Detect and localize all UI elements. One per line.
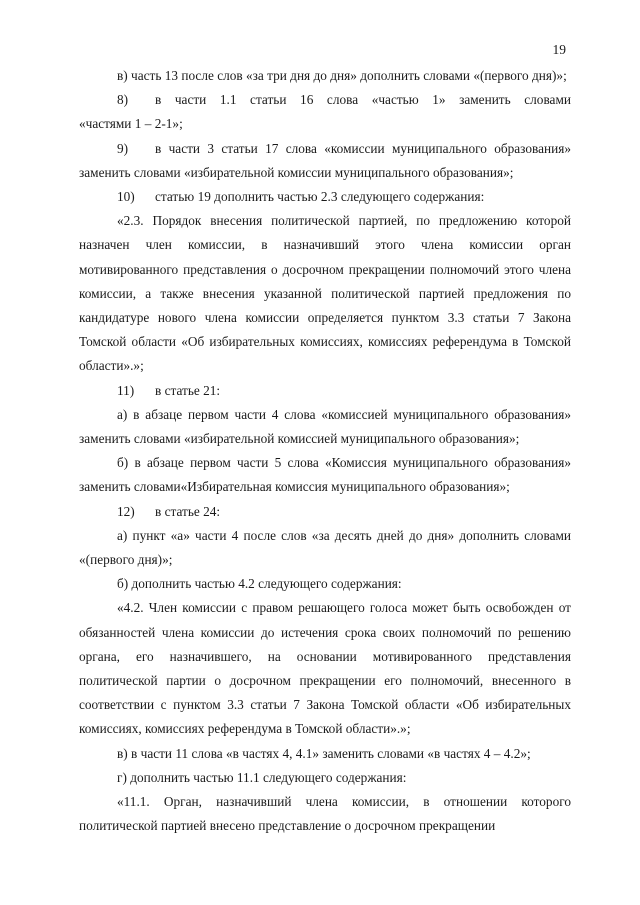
item-number: 8)	[117, 92, 129, 108]
item-text: в статье 24:	[155, 503, 221, 519]
document-body	[79, 64, 571, 839]
item-number: 12)	[117, 503, 135, 519]
page-number: 19	[552, 42, 566, 57]
item-text: статью 19 дополнить частью 2.3 следующего содержания:	[155, 189, 485, 205]
item-text: в части 3 статьи 17 слова «комиссии муниципального образования»	[155, 140, 571, 156]
paragraph: г) дополнить частью 11.1 следующего содержания:	[117, 769, 407, 785]
paragraph: а) пункт «а» части 4 после слов «за десять дней до дня» дополнить словами «(первого дня)»;	[79, 527, 571, 568]
paragraph: б) в абзаце первом части 5 слова «Комиссия муниципального образования» заменить словами«Избирательная комиссия муниципального образования»;	[79, 455, 571, 495]
item-text: в статье 21:	[155, 382, 221, 398]
item-text-continuation: заменить словами «избирательной комиссии муниципального образования»;	[79, 164, 514, 180]
item-number: 10)	[117, 189, 135, 205]
list-item-8	[79, 88, 571, 136]
item-text-continuation: «частями 1 – 2-1»;	[79, 116, 183, 132]
item-text: в части 1.1 статьи 16 слова «частью 1» заменить словами	[155, 92, 571, 108]
paragraph: «11.1. Орган, назначивший члена комиссии, в отношении которого политической партией внесено представление о досрочном прекращении	[79, 794, 571, 834]
paragraph: «4.2. Член комиссии с правом решающего голоса может быть освобожден от обязанностей члена комиссии до истечения срока своих полномочий по решению органа, его назначившего, на основании мотивированного представления политической партии о досрочном прекращении его полномочий, внесенного в соответствии с пунктом 3.3 статьи 7 Закона Томской области «Об избирательных комиссиях, комиссиях референдума в Томской области».»;	[79, 600, 571, 737]
paragraph: в) часть 13 после слов «за три дня до дня» дополнить словами «(первого дня)»;	[117, 68, 567, 83]
item-number: 9)	[117, 140, 129, 156]
paragraph: б) дополнить частью 4.2 следующего содержания:	[117, 576, 402, 592]
paragraph: а) в абзаце первом части 4 слова «комиссией муниципального образования» заменить словами «избирательной комиссией муниципального образования»;	[79, 406, 571, 447]
paragraph: «2.3. Порядок внесения политической партией, по предложению которой назначен член комиссии, в назначивший этого члена комиссии орган мотивированного представления о досрочном прекращении полномочий этого члена комиссии, а также внесения указанной политической партией предложения по кандидатуре нового члена комиссии определяется пунктом 3.3 статьи 7 Закона Томской области «Об избирательных комиссиях, комиссиях референдума в Томской области».»;	[79, 213, 571, 374]
item-number: 11)	[117, 382, 135, 398]
list-item-10	[117, 185, 571, 209]
list-item-9	[79, 137, 571, 185]
paragraph: в) в части 11 слова «в частях 4, 4.1» заменить словами «в частях 4 – 4.2»;	[117, 745, 531, 761]
list-item-12	[117, 500, 571, 524]
list-item-11	[117, 379, 571, 403]
